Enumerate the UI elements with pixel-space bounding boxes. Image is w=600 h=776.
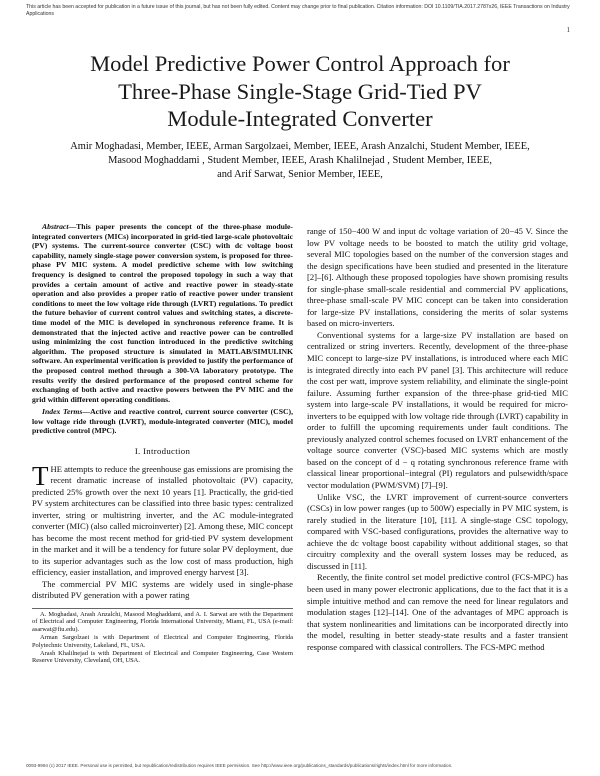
body-paragraph: Recently, the finite control set model predictive control (FCS-MPC) has been used in many power electronic applications, due to the fact that it is a simple intuitive method and can remove the need for linear regulators and modulation stages [12]–[14]. One of the advantages of MPC approach is that system nonlinearities and limitations can be incorporated directly into the model, resulting in better steady-state results and a faster transient response compared with classical controllers. The FCS-MPC method	[307, 572, 568, 652]
intro-paragraph	[32, 460, 293, 579]
index-terms-text: —Active and reactive control, current source converter (CSC), low voltage ride through (LVRT), module-integrated converter (MIC), model predictive control (MPC).	[32, 407, 294, 436]
title-line: Model Predictive Power Control Approach for	[90, 51, 510, 76]
page-number: 1	[566, 26, 570, 34]
author-line: and Arif Sarwat, Senior Member, IEEE,	[217, 169, 383, 181]
body-paragraph: Conventional systems for a large-size PV installation are based on centralized or string inverters. Recently, development of the three-phase MIC concept to large-size PV installations, is introduced where each MIC is integrated directly into each PV panel [3]. This architecture will reduce the cost per watt, improve system reliability, and eliminate the single-point failure. Assuming further expansion of the three-phase grid-tied MIC system into large-scale PV installations, it would be required for micro-inverters to be equipped with low voltage ride through (LVRT) capability in order to fulfill the upcoming requirements under fault conditions. The previously analyzed control schemes focused on LVRT enhancement of the voltage source converter (VSC)-based MIC systems which are mostly based on the concept of d − q rotating synchronous reference frame with classical linear proportional−integral (PI) regulators and pulsewidth/space vector modulation (PWM/SVM) [7]–[9].	[307, 329, 568, 491]
abstract-lead: Abstract	[42, 222, 69, 231]
paper-title	[40, 50, 560, 133]
left-column	[32, 222, 293, 665]
footnote: A. Moghadasi, Arash Anzalchi, Masood Moghaddami, and A. I. Sarwat are with the Department of Electrical and Computer Engineering, Florida International University, Miami, FL, USA (e-mail: asarwat@fiu.edu).	[32, 608, 293, 634]
title-line: Module-Integrated Converter	[167, 106, 433, 131]
drop-cap: T	[32, 460, 49, 491]
title-line: Three-Phase Single-Stage Grid-Tied PV	[118, 78, 482, 104]
right-column	[307, 226, 568, 653]
index-terms-lead: Index Terms	[42, 407, 83, 417]
journal-banner: This article has been accepted for publication in a future issue of this journal, but has not been fully edited. Content may change prior to final publication. Citation information: DOI 10.1109/TIA.2017.2787x26, IEEE Transactions on Industry Applications	[26, 4, 570, 17]
intro-paragraph-text: HE attempts to reduce the greenhouse gas emissions are promising the recent dramatic increase of installed photovoltaic (PV) capacity, predicted 25% growth over the next 10 years [1]. Practically, the grid-tied PV system architectures can be classified into three basic types: centralized inverter, string or multistring inverter, and the AC module-integrated converter (MIC) (also called microinverter) [2]. Among these, MIC concept has become the most recent method for grid-tied PV system development in the market and it will be a tendency for future solar PV deployment, due to its superior advantages such as the low cost of mass production, high efficiency, easier installation, and improved energy harvest [3].	[32, 463, 293, 578]
author-line: Amir Moghadasi, Member, IEEE, Arman Sargolzaei, Member, IEEE, Arash Anzalchi, Student Member, IEEE,	[70, 141, 530, 152]
body-paragraph: range of 150−400 W and input dc voltage variation of 20−45 V. Since the low PV voltage needs to be boosted to match the utility grid voltage, several MIC topologies based on the number of the conversion stages and the design specifications have been studied and presented in the literature [2]–[6]. Although these proposed topologies have shown promising results for single-phase small-scale residential and commercial PV applications, three-phase small-scale PV MIC concept can be taken into consideration for large-size PV installations, considering the merits of solar systems based on micro-inverters.	[307, 226, 568, 329]
section-heading: I. Introduction	[134, 446, 191, 457]
author-list	[40, 140, 560, 183]
author-line: Masood Moghaddami , Student Member, IEEE, Arash Khalilnejad , Student Member, IEEE,	[108, 155, 492, 167]
abstract-text: —This paper presents the concept of the three-phase module-integrated converters (MICs) incorporated in grid-tied large-scale photovoltaic (PV) systems. The current-source converter (CSC) with dc voltage boost capability, namely single-stage power conversion system, is proposed for three-phase PV MIC system. A model predictive scheme with low switching frequency is designed to control the proposed topology in such a way that provides a certain amount of active and reactive power in steady-state operation and also provides a proper ratio of reactive power under transient conditions to meet the low voltage ride through (LVRT) regulations. To predict the future behavior of current control values and switching states, a discrete-time model of the MIC is developed in synchronous reference frame. It is demonstrated that the injected active and reactive power can be controlled using minimizing the cost function introduced in the predictive switching algorithm. The proposed structure is simulated in MATLAB/SIMULINK software. An experimental verification is provided to justify the performance of the proposed control method through a 300-VA laboratory prototype. The results verify the desired performance of the proposed control scheme for exchanging of both active and reactive powers between the PV MIC and the grid within different operating conditions.	[32, 222, 293, 404]
footnote: Arash Khalilnejad is with Department of Electrical and Computer Engineering, Case Western Reserve University, Cleveland, OH, USA.	[32, 649, 293, 665]
copyright-footer: 0093-9994 (c) 2017 IEEE. Personal use is permitted, but republication/redistribution requires IEEE permission. See http://www.ieee.org/publications_standards/publications/rights/index.html for more information.	[26, 763, 453, 768]
body-paragraph: Unlike VSC, the LVRT improvement of current-source converters (CSCs) in low power ranges (up to 500W) especially in PV MIC system, is rarely studied in the literature [10], [11]. A single-stage CSC topology, compared with VSC-based configurations, provides the alternative way to achieve the dc voltage boost capability without additional stages, so that circuitry complexity and the overall system losses may be reduced, as discussed in [11].	[307, 491, 568, 571]
index-terms	[32, 407, 293, 436]
abstract	[32, 222, 293, 404]
intro-paragraph-2: The commercial PV MIC systems are widely used in single-phase distributed PV generation with a power rating	[32, 578, 293, 601]
footnote: Arman Sargolzaei is with Department of Electrical and Computer Engineering, Florida Polytechnic University, Lakeland, FL, USA.	[32, 633, 293, 649]
